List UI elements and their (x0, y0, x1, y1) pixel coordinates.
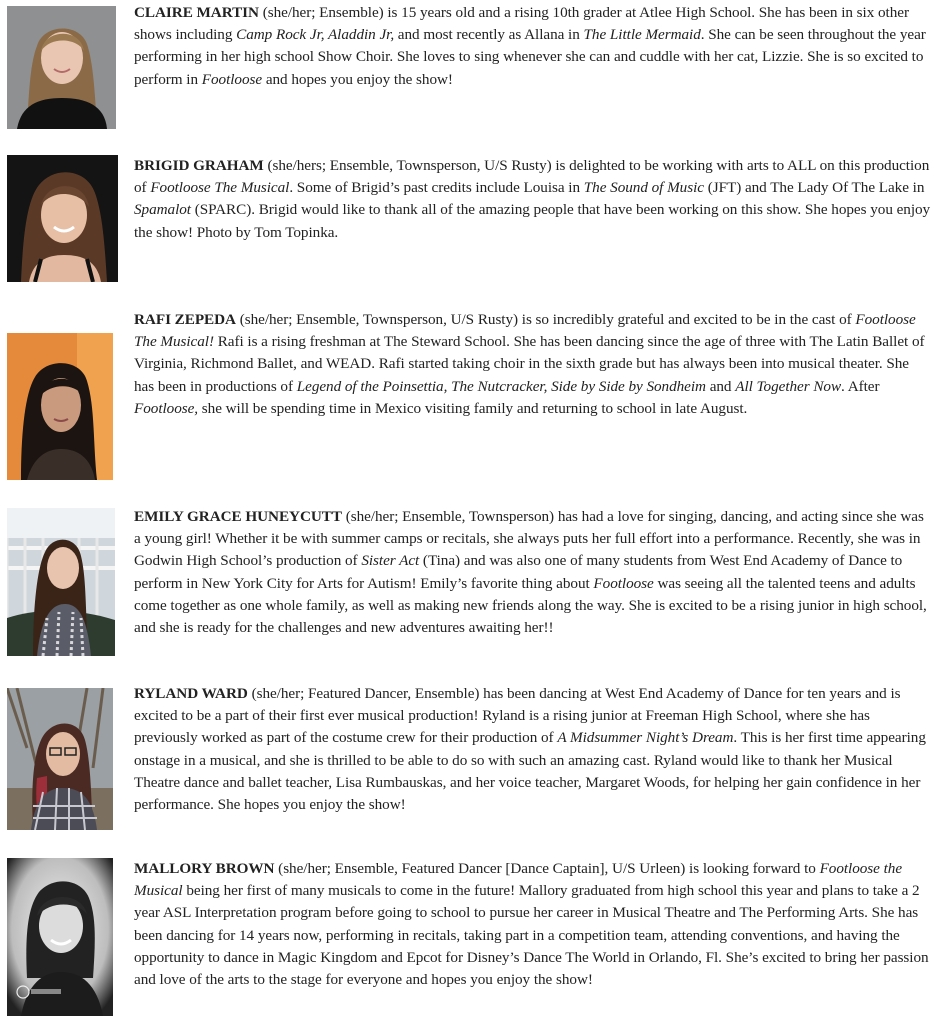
headshot-photo (7, 6, 116, 129)
bio-text-run: (she/hers; Ensemble, Townsperson, U/S Rusty) is delighted to be working with arts to ALL on this production of (134, 157, 930, 197)
bio-title-italic: Sister Act (361, 552, 420, 570)
bio-text-run: being her first of many musicals to come in the future! Mallory graduated from high school this year and plans to take a 2 year ASL Interpretation program before going to school to pursue her career in Musical Theatre and The Performing Arts. She has been dancing for 14 years now, performing in recitals, taking part in a competition team, attending conventions, and having the opportunity to dance in Magic Kingdom and Epcot for Disney’s Dance The World in Orlando, Fl. She’s excited to bring her passion and love of the arts to the stage for everyone and hopes you enjoy the show! (134, 882, 929, 989)
performer-name: EMILY GRACE HUNEYCUTT (134, 508, 342, 525)
bio-title-italic: All Together Now (735, 377, 842, 395)
bio-title-italic: Legend of the Poinsettia, The Nutcracker, Side by Side by Sondheim (296, 377, 706, 395)
bio-title-italic: Footloose (201, 70, 263, 88)
bio-title-italic: The Sound of Music (583, 179, 704, 197)
bio-text-run: and (705, 377, 736, 395)
performer-name: RAFI ZEPEDA (134, 311, 236, 328)
bio-text-run: and hopes you enjoy the show! (262, 70, 453, 88)
portrait-image (7, 858, 113, 1016)
bio-title-italic: Footloose, (134, 399, 199, 417)
bio-text-run: (she/her; Featured Dancer, Ensemble) has been dancing at West End Academy of Dance for ten years and is excited to be a part of their first ever musical production! Ryland is a rising junior at Freeman High School, where she has previously worked as part of the costume crew for their production of (134, 685, 901, 747)
portrait-image (7, 333, 113, 480)
bio-text (134, 2, 932, 91)
bio-text-run: . After (841, 377, 880, 395)
headshot-photo (7, 155, 118, 282)
bio-title-italic: Footloose the Musical (134, 860, 903, 900)
bio-text (134, 309, 932, 420)
portrait-image (7, 508, 115, 656)
bio-title-italic: Footloose (593, 574, 654, 592)
bio-title-italic: Footloose The Musical! (134, 311, 916, 351)
bio-text (134, 155, 932, 244)
bio-text-run: (JFT) and The Lady Of The Lake in (703, 179, 925, 197)
bio-text-run: . She can be seen throughout the year performing in her high school Show Choir. She loves to sing whenever she can and cuddle with her cat, Lizzie. She is so excited to perform in (134, 26, 926, 88)
bio-text-run: was seeing all the talented teens and adults come together as one whole family, as well as making new friends along the way. She is excited to be a rising junior in high school, and she is ready for the challenges and new adventures awaiting her!! (134, 574, 927, 637)
bio-text-run: (she/her; Ensemble) is 15 years old and a rising 10th grader at Atlee High School. She has been in six other shows including (134, 4, 909, 44)
bio-text-run: (she/her; Ensemble, Townsperson) has had a love for singing, dancing, and acting since she was a young girl! Whether it be with summer camps or recitals, she always puts her full effort into a performance. Recently, she was in Godwin High School’s production of (134, 508, 924, 570)
bio-text-run: (SPARC). Brigid would like to thank all of the amazing people that have been working on this show. She hopes you enjoy the show! Photo by Tom Topinka. (134, 201, 931, 241)
headshot-photo (7, 858, 113, 1016)
bio-text-run: . This is her first time appearing onstage in a musical, and she is thrilled to be able to do so with such an amazing cast. Ryland would like to thank her Musical Theatre dance and ballet teacher, Lisa Rumbauskas, and her voice teacher, Margaret Woods, for helping her gain confidence in her performance. She hopes you enjoy the show! (134, 729, 926, 814)
bio-text-run: Rafi is a rising freshman at The Steward School. She has been dancing since the age of three with The Latin Ballet of Virginia, Richmond Ballet, and WEAD. Rafi started taking choir in the sixth grade but has always been into musical theater. She has been in productions of (134, 333, 925, 395)
bio-title-italic: A Midsummer Night’s Dream (557, 729, 734, 747)
portrait-image (7, 688, 113, 830)
bio-title-italic: The Little Mermaid (583, 26, 701, 44)
bio-body (134, 311, 925, 417)
bio-text-run: she will be spending time in Mexico visiting family and returning to school in late August. (198, 399, 748, 417)
bio-body (134, 685, 926, 813)
bio-text-run: (she/her; Ensemble, Featured Dancer [Dance Captain], U/S Urleen) is looking forward to (274, 860, 820, 877)
bio-text-run: and most recently as Allana in (394, 26, 584, 44)
headshot-photo (7, 508, 115, 656)
bio-title-italic: Footloose The Musical (150, 179, 290, 197)
bio-title-italic: Camp Rock Jr, Aladdin Jr, (236, 26, 395, 44)
bio-body (134, 860, 929, 988)
bio-body (134, 508, 927, 636)
performer-name: BRIGID GRAHAM (134, 157, 264, 174)
bio-text-run: (she/her; Ensemble, Townsperson, U/S Rusty) is so incredibly grateful and excited to be in the cast of (235, 311, 856, 328)
portrait-image (7, 155, 118, 282)
bio-text (134, 858, 932, 991)
bio-text (134, 683, 932, 816)
performer-name: MALLORY BROWN (134, 860, 275, 877)
portrait-image (7, 6, 116, 129)
bio-text-run: (Tina) and was also one of many students from West End Academy of Dance to perform in New York City for Arts for Autism! Emily’s favorite thing about (134, 552, 903, 592)
headshot-photo (7, 333, 113, 480)
performer-name: CLAIRE MARTIN (134, 4, 259, 21)
bio-text-run: . Some of Brigid’s past credits include Louisa in (289, 179, 584, 197)
bio-title-italic: Spamalot (134, 201, 191, 219)
headshot-photo (7, 688, 113, 830)
performer-name: RYLAND WARD (134, 685, 248, 702)
bio-text (134, 506, 932, 639)
